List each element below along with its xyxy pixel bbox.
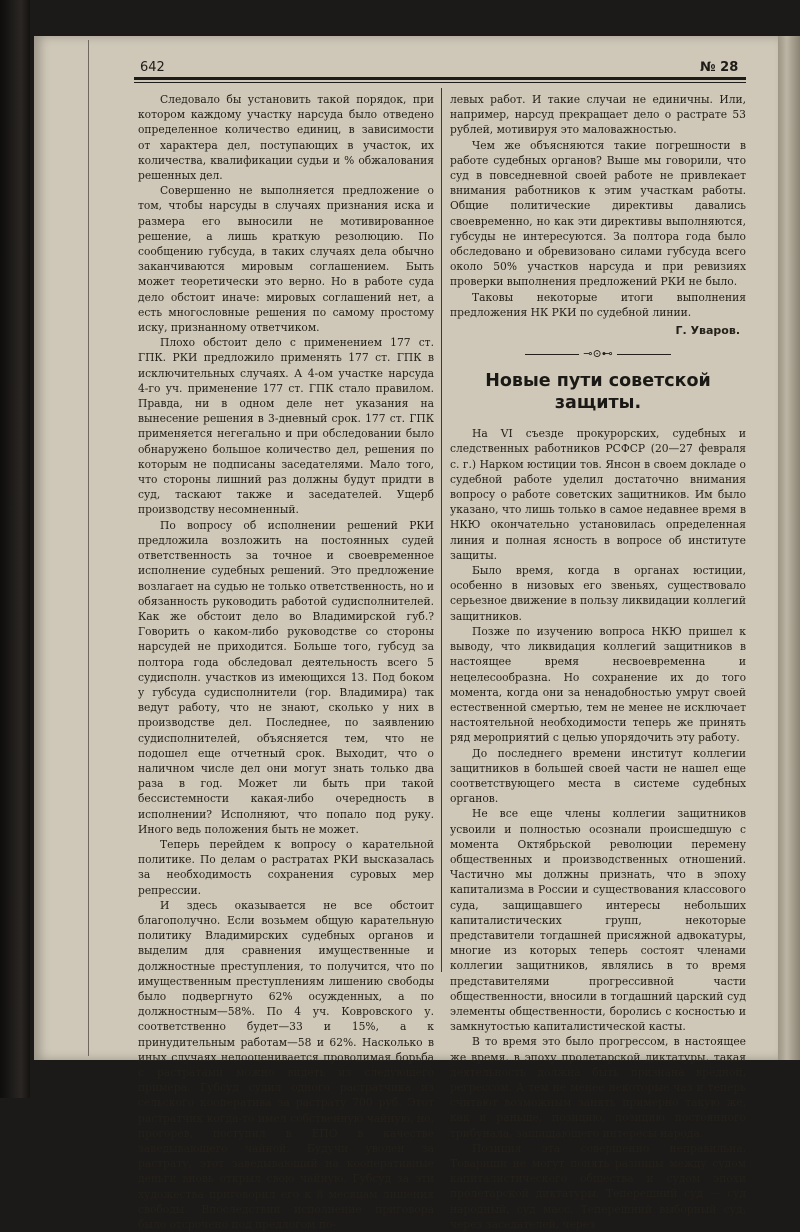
header-rule-thin	[134, 82, 746, 83]
paragraph: На VI съезде прокурорских, судебных и следственных работников РСФСР (20—27 февраля с. г.) Нарком юстиции тов. Янсон в своем докладе о судебной работе уделил достаточно внимания вопросу о работе советских защитников. Им было указано, что лишь только в самое недавнее время в НКЮ окончательно установилась определенная линия и полная ясность в вопросе об институте защиты.	[450, 427, 746, 562]
ornament-line-left	[525, 354, 579, 355]
paragraph: В то время это было прогрессом, в настоящее же время, в эпоху пролетарской диктатуры, такая деятельность должна быть признана вредной, регрессом. А тем не менее некоторые чаз и теперь считают возможным занять примерно такую же, как и раньше, позицию, позицию постоянного трибунала, защищающего интересы народа.	[450, 1035, 746, 1140]
book-binding	[0, 0, 30, 1098]
paragraph: По вопросу об исполнении решений РКИ предложила возложить на постоянных судей ответственность за точное и своевременное исполнение судебных решений. Это предложение возлагает на судью не только ответственность, но и обязанность руководить работой судисполнителей. Как же обстоит дело во Владимирской губ.? Говорить о каком-либо руководстве со стороны нарсудей не приходится. Больше того, губсуд за полтора года обследовал деятельность всего 5 судисполн. участков из имеющихся 13. Под боком у губсуда судисполнители (гор. Владимира) так ведут работу, что не знают, сколько у них в производстве дел. Последнее, по заявлению судисполнителей, объясняется тем, что не подошел еще отчетный срок. Выходит, что о наличном числе дел они могут знать только два раза в год. Может ли быть при такой бессистемности какая-либо очередность в исполнении? Исполняют, что попало под руку. Иного ведь положения быть не может.	[138, 518, 434, 836]
article-ending	[450, 92, 746, 320]
paragraph: До последнего времени институт коллегии защитников в большей своей части не нашел еще соответствующего места в системе судебных органов.	[450, 746, 746, 806]
paragraph: Плохо обстоит дело с применением 177 ст. ГПК. РКИ предложило применять 177 ст. ГПК в исключительных случаях. А 4-ом участке нарсуда 4-го уч. применение 177 ст. ГПК стало правилом. Правда, ни в одном деле нет указания на вынесение решения в 3-дневный срок. 177 ст. ГПК применяется негегально и при обследовании было обнаружено большое количество дел, решения по которым не подписаны заседателями. Мало того, что стороны лишний раз должны будут придти в суд, таскают также и заседателей. Ущерб производству несомненный.	[138, 336, 434, 517]
article-title: Новые пути советской защиты.	[485, 371, 711, 414]
section-ornament	[450, 348, 746, 360]
author-signature: Г. Уваров.	[675, 324, 740, 338]
paragraph: Не все еще члены коллегии защитников усвоили и полностью осознали происшедшую с момента Октябрьской революции перемену общественных и производственных отношений. Частично мы должны признать, что в эпоху капитализма в России и существования классового суда, защищавшего интересы небольших капиталистических групп, некоторые представители тогдашней присяжной адвокатуры, многие из которых теперь состоят членами коллегии защитников, являлись в то время представителями прогрессивной части общественности, вносили в тогдашний царский суд элементы общественности, боролись с косностью и замкнутостью капиталистической касты.	[450, 807, 746, 1034]
paragraph: Позже по изучению вопроса НКЮ пришел к выводу, что ликвидация коллегий защитников в настоящее время несвоевременна и нецелесообразна. Но сохранение их до того момента, когда они за ненадобностью умрут своей естественной смертью, тем не менее не исключает настоятельной необходимости теперь же принять ряд мероприятий с целью упорядочить эту работу.	[450, 624, 746, 745]
header-rule-thick	[134, 77, 746, 80]
paragraph: Чем же объясняются такие погрешности в работе судебных органов? Выше мы говорили, что суд в повседневной своей работе не привлекает внимания работников к этим участкам работы. Общие политические директивы давались своевременно, но как эти директивы выполняются, губсуды не интересуются. За полтора года было обследовано и обревизовано силами губсуда всего около 50% участков нарсуда и при ревизиях проверки выполнения предложений РКИ не было.	[450, 138, 746, 289]
ornament-knot-icon: ⊸⊙⊷	[583, 347, 613, 361]
left-column	[138, 92, 434, 1232]
paragraph: Теперь перейдем к вопросу о карательной политике. По делам о растратах РКИ высказалась за необходимость сохранения суровых мер репрессии.	[138, 837, 434, 897]
issue-number: № 28	[700, 60, 739, 75]
right-column	[450, 92, 746, 1232]
ornament-line-right	[617, 354, 671, 355]
gutter-line	[88, 40, 89, 1056]
paragraph: Было время, когда в органах юстиции, особенно в низовых его звеньях, существовало серьезное движение в пользу ликвидации коллегий защитников.	[450, 564, 746, 623]
paragraph: Таковы некоторые итоги выполнения предложения НК РКИ по судебной линии.	[450, 290, 746, 319]
page-edge	[778, 36, 800, 1060]
paragraph: Следовало бы установить такой порядок, при котором каждому участку нарсуда было отведено определенное количество единиц, в зависимости от характера дел, поступающих в участок, их количества, квалификации судьи и % обжалования решенных дел.	[138, 93, 434, 183]
article-body	[450, 426, 746, 1232]
paragraph: Совершенно не выполняется предложение о том, чтобы нарсуды в случаях признания иска и размера его выносили не мотивированное решение, а лишь краткую резолюцию. По сообщению губсуда, в таких случаях дела обычно заканчиваются мировым соглашением. Быть может теоретически это верно. Но в работе суда дело обстоит иначе: мировых соглашений нет, а есть многословные решения по самому простому иску, признанному ответчиком.	[138, 184, 434, 335]
paragraph: Позиция эта совершенно неправильна. Товарищи не могут понять разницы между судом капиталистического общества и судом эпохи пролетарской диктатуры. Теперешний суд — суд народный, суд масс. Теперешний выборный суд, через заседателей, через	[450, 1141, 746, 1231]
paragraph: И здесь оказывается не все обстоит благополучно. Если возьмем общую карательную политику Владимирских судебных органов и выделим для сравнения имущественные и должностные преступления, то получится, что по имущественным преступлениям лишению свободы было подвергнуто 62% осужденных, а по должностным—58%. По 4 уч. Ковровского у. соответственно будет—33 и 15%, а к принудительным работам—58 и 62%. Насколько в иных случаях недооценивается проводимая борьба с растратами можно видеть из следующего примера. Губсуд судил одного растратчика из сельского кооператива за растрату 700 руб. Этот растратчик когда-то имел собственную чайную, но, прогорев, поступил в ЕПО в качестве заведывающего чайной. Будучи уволен за растрату, этот заведывающий на кооперативные деньги вновь открыл свою чайную. Губсуд за эти художества приговорил его к 8 месяцам лишения свободы. Впоследствии исполнение приговора было отсрочено под предлогом по-	[138, 898, 434, 1232]
column-divider	[441, 88, 442, 972]
paragraph: левых работ. И такие случаи не единичны. Или, например, нарсуд прекращает дело о растрате 53 рублей, мотивируя это маловажностью.	[450, 93, 746, 137]
page-number: 642	[140, 60, 165, 75]
